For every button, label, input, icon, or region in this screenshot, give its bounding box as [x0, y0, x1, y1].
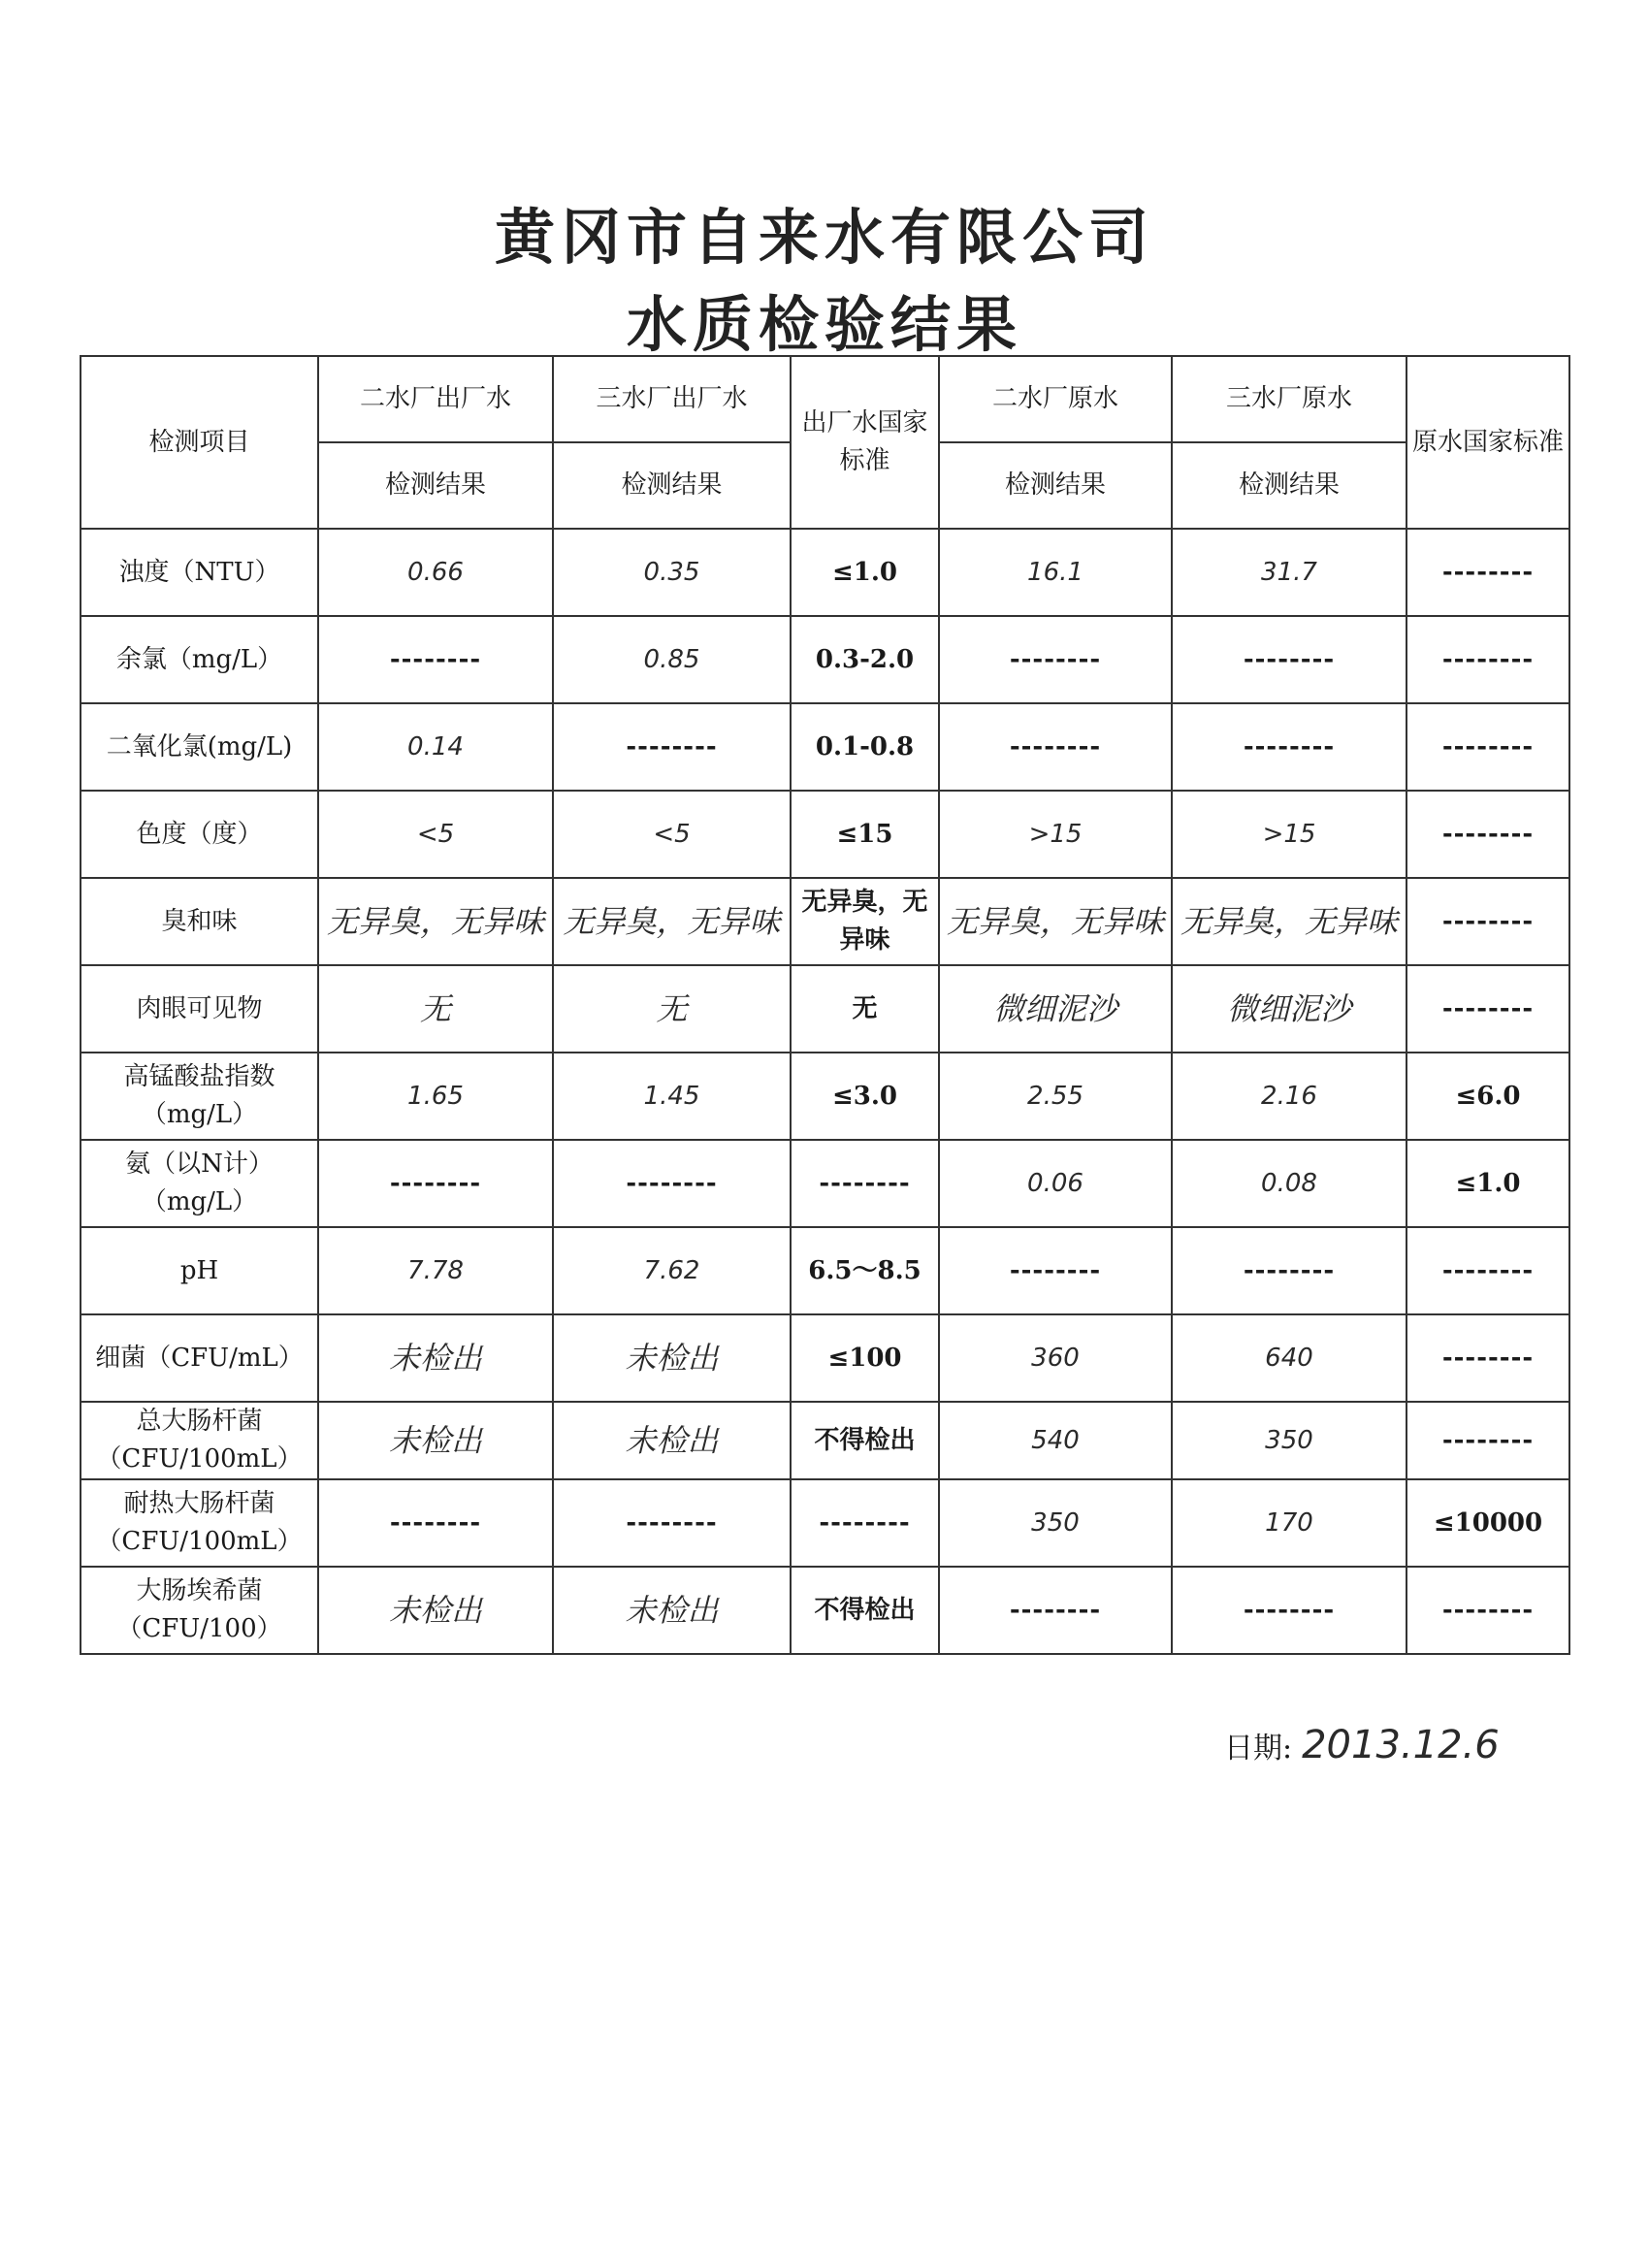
cell-p2-raw: --------: [939, 703, 1172, 791]
cell-item: 浊度（NTU）: [81, 529, 318, 616]
cell-p3-out: 0.85: [553, 616, 791, 703]
cell-item: 二氧化氯(mg/L): [81, 703, 318, 791]
cell-out-std: --------: [791, 1140, 939, 1227]
cell-out-std: 无异臭，无异味: [791, 878, 939, 965]
cell-p2-out: 未检出: [318, 1567, 553, 1654]
document-subtitle: 水质检验结果: [626, 289, 1022, 360]
cell-item: 氨（以N计）（mg/L）: [81, 1140, 318, 1227]
cell-p3-raw: 无异臭，无异味: [1172, 878, 1406, 965]
cell-p2-raw: 360: [939, 1314, 1172, 1402]
cell-p3-raw: --------: [1172, 616, 1406, 703]
cell-item: 臭和味: [81, 878, 318, 965]
cell-out-std: 0.3-2.0: [791, 616, 939, 703]
header-item: 检测项目: [81, 356, 318, 529]
header-plant2-raw: 二水厂原水: [939, 356, 1172, 442]
cell-p2-raw: 350: [939, 1479, 1172, 1567]
cell-raw-std: --------: [1406, 1227, 1569, 1314]
cell-p2-out: --------: [318, 1140, 553, 1227]
table-row: [81, 1053, 1569, 1140]
cell-p3-out: --------: [553, 1479, 791, 1567]
cell-raw-std: --------: [1406, 1314, 1569, 1402]
cell-out-std: ≤15: [791, 791, 939, 878]
header-plant3-out: 三水厂出厂水: [553, 356, 791, 442]
cell-p3-raw: --------: [1172, 1567, 1406, 1654]
cell-p2-out: --------: [318, 616, 553, 703]
cell-item: 高锰酸盐指数（mg/L）: [81, 1053, 318, 1140]
cell-p2-raw: 2.55: [939, 1053, 1172, 1140]
header-plant2-out: 二水厂出厂水: [318, 356, 553, 442]
cell-p2-out: 1.65: [318, 1053, 553, 1140]
cell-p2-raw: 16.1: [939, 529, 1172, 616]
cell-p3-out: --------: [553, 703, 791, 791]
cell-p2-out: 0.14: [318, 703, 553, 791]
cell-raw-std: ≤1.0: [1406, 1140, 1569, 1227]
table-row: [81, 1314, 1569, 1402]
cell-p3-raw: 微细泥沙: [1172, 965, 1406, 1053]
header-result: 检测结果: [553, 442, 791, 529]
cell-p3-raw: 170: [1172, 1479, 1406, 1567]
header-plant3-raw: 三水厂原水: [1172, 356, 1406, 442]
cell-p3-raw: 640: [1172, 1314, 1406, 1402]
cell-p3-out: 1.45: [553, 1053, 791, 1140]
header-result: 检测结果: [318, 442, 553, 529]
cell-p2-raw: 540: [939, 1402, 1172, 1479]
table-row: [81, 1227, 1569, 1314]
date-label: 日期:: [1224, 1732, 1293, 1766]
cell-p3-raw: --------: [1172, 703, 1406, 791]
cell-p2-raw: --------: [939, 1227, 1172, 1314]
cell-raw-std: --------: [1406, 965, 1569, 1053]
cell-item: 余氯（mg/L）: [81, 616, 318, 703]
cell-item: 耐热大肠杆菌（CFU/100mL）: [81, 1479, 318, 1567]
cell-p3-raw: 2.16: [1172, 1053, 1406, 1140]
cell-raw-std: --------: [1406, 616, 1569, 703]
cell-out-std: 无: [791, 965, 939, 1053]
cell-p3-out: 未检出: [553, 1314, 791, 1402]
cell-p3-out: 未检出: [553, 1567, 791, 1654]
cell-p3-raw: 31.7: [1172, 529, 1406, 616]
table-row: [81, 965, 1569, 1053]
table-row: [81, 529, 1569, 616]
cell-p3-out: 未检出: [553, 1402, 791, 1479]
table-row: [81, 616, 1569, 703]
cell-raw-std: --------: [1406, 1402, 1569, 1479]
cell-p2-raw: >15: [939, 791, 1172, 878]
cell-item: 色度（度）: [81, 791, 318, 878]
cell-p3-out: --------: [553, 1140, 791, 1227]
cell-p3-out: 无: [553, 965, 791, 1053]
cell-raw-std: --------: [1406, 703, 1569, 791]
date-value: 2013.12.6: [1302, 1723, 1500, 1767]
cell-raw-std: --------: [1406, 1567, 1569, 1654]
cell-item: 大肠埃希菌（CFU/100）: [81, 1567, 318, 1654]
table-row: [81, 1402, 1569, 1479]
cell-p3-raw: >15: [1172, 791, 1406, 878]
cell-raw-std: --------: [1406, 791, 1569, 878]
header-raw-standard: 原水国家标准: [1406, 356, 1569, 529]
cell-p2-out: 无异臭，无异味: [318, 878, 553, 965]
table-row: [81, 1140, 1569, 1227]
header-result: 检测结果: [939, 442, 1172, 529]
cell-p3-raw: --------: [1172, 1227, 1406, 1314]
table-row: [81, 1567, 1569, 1654]
cell-out-std: ≤3.0: [791, 1053, 939, 1140]
cell-p2-out: 0.66: [318, 529, 553, 616]
cell-out-std: 0.1-0.8: [791, 703, 939, 791]
cell-p2-out: 未检出: [318, 1314, 553, 1402]
cell-p2-raw: --------: [939, 616, 1172, 703]
cell-item: pH: [81, 1227, 318, 1314]
cell-raw-std: ≤6.0: [1406, 1053, 1569, 1140]
cell-out-std: 不得检出: [791, 1402, 939, 1479]
cell-p3-out: 无异臭，无异味: [553, 878, 791, 965]
cell-item: 总大肠杆菌（CFU/100mL）: [81, 1402, 318, 1479]
cell-p2-out: 未检出: [318, 1402, 553, 1479]
cell-p3-raw: 0.08: [1172, 1140, 1406, 1227]
cell-p3-out: 7.62: [553, 1227, 791, 1314]
cell-p2-out: 无: [318, 965, 553, 1053]
cell-out-std: ≤1.0: [791, 529, 939, 616]
cell-raw-std: --------: [1406, 529, 1569, 616]
cell-raw-std: ≤10000: [1406, 1479, 1569, 1567]
cell-p3-out: 0.35: [553, 529, 791, 616]
cell-p2-raw: 0.06: [939, 1140, 1172, 1227]
cell-p2-out: 7.78: [318, 1227, 553, 1314]
cell-out-std: --------: [791, 1479, 939, 1567]
document-title: 黄冈市自来水有限公司: [494, 202, 1154, 273]
table-row: [81, 791, 1569, 878]
date-line: [1224, 1723, 1500, 1767]
cell-item: 细菌（CFU/mL）: [81, 1314, 318, 1402]
cell-p2-out: --------: [318, 1479, 553, 1567]
header-out-standard: 出厂水国家标准: [791, 356, 939, 529]
cell-p2-raw: --------: [939, 1567, 1172, 1654]
cell-out-std: 不得检出: [791, 1567, 939, 1654]
cell-item: 肉眼可见物: [81, 965, 318, 1053]
cell-out-std: 6.5～8.5: [791, 1227, 939, 1314]
table-row: [81, 878, 1569, 965]
cell-out-std: ≤100: [791, 1314, 939, 1402]
table-row: [81, 703, 1569, 791]
cell-p2-out: <5: [318, 791, 553, 878]
cell-p2-raw: 无异臭，无异味: [939, 878, 1172, 965]
table-row: [81, 1479, 1569, 1567]
cell-p3-out: <5: [553, 791, 791, 878]
cell-p2-raw: 微细泥沙: [939, 965, 1172, 1053]
header-result: 检测结果: [1172, 442, 1406, 529]
results-table: [80, 355, 1570, 1655]
cell-raw-std: --------: [1406, 878, 1569, 965]
cell-p3-raw: 350: [1172, 1402, 1406, 1479]
